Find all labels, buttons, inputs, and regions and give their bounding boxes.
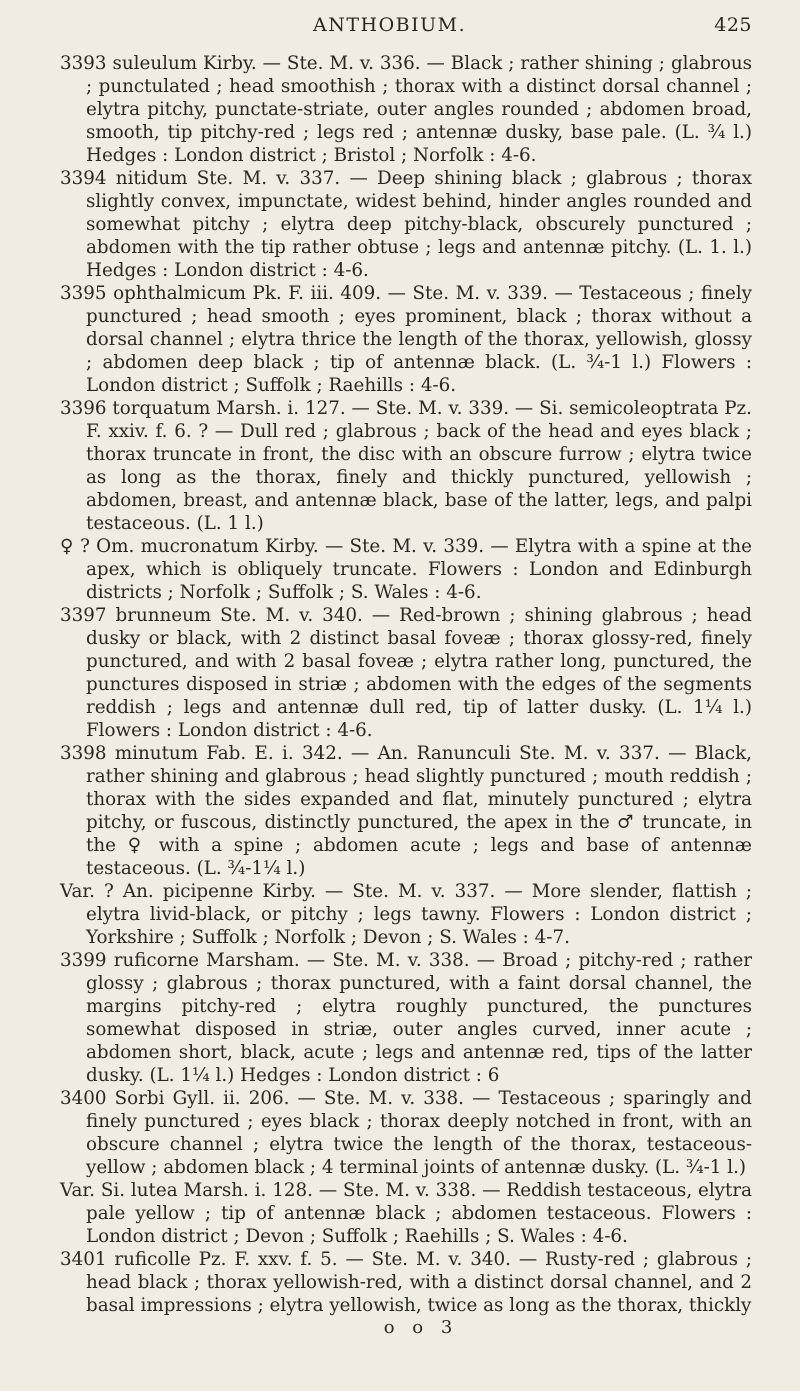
- entry-3393: 3393 suleulum Kirby. — Ste. M. v. 336. — Black ; rather shining ; glabrous ; punctulated ; head smoothish ; thorax with a distinct dorsal channel ; elytra pitchy, punctate-striate, outer angles rounded ; abdomen broad, smooth, tip pitchy-red ; legs red ; antennæ dusky, base pale. (L. ¾ l.) Hedges : London district ; Bristol ; Norfolk : 4-6.: [60, 53, 752, 166]
- entry-3397: 3397 brunneum Ste. M. v. 340. — Red-brown ; shining glabrous ; head dusky or black, with 2 distinct basal foveæ ; thorax glossy-red, finely punctured, and with 2 basal foveæ ; elytra rather long, punctured, the punctures disposed in striæ ; abdomen with the edges of the segments reddish ; legs and antennæ dull red, tip of latter dusky. (L. 1¼ l.) Flowers : London district : 4-6.: [60, 605, 752, 741]
- entry-3399: 3399 ruficorne Marsham. — Ste. M. v. 338. — Broad ; pitchy-red ; rather glossy ; glabrous ; thorax punctured, with a faint dorsal channel, the margins pitchy-red ; elytra roughly punctured, the punctures somewhat disposed in striæ, outer angles curved, inner acute ; abdomen short, black, acute ; legs and antennæ red, tips of the latter dusky. (L. 1¼ l.) Hedges : London district : 6: [60, 950, 752, 1086]
- species-entries: [60, 52, 752, 1317]
- page-number: 425: [714, 14, 752, 36]
- page-header: [60, 14, 752, 38]
- entry-3401: 3401 ruficolle Pz. F. xxv. f. 5. — Ste. M. v. 340. — Rusty-red ; glabrous ; head black ; thorax yellowish-red, with a distinct dorsal channel, and 2 basal impressions ; elytra yellowish, twice as long as the thorax, thickly: [60, 1249, 752, 1316]
- entry-3400: 3400 Sorbi Gyll. ii. 206. — Ste. M. v. 338. — Testaceous ; sparingly and finely punctured ; eyes black ; thorax deeply notched in front, with an obscure channel ; elytra twice the length of the thorax, testaceous-yellow ; abdomen black ; 4 terminal joints of antennæ dusky. (L. ¾-1 l.): [60, 1088, 752, 1178]
- entry-3396: 3396 torquatum Marsh. i. 127. — Ste. M. v. 339. — Si. semicoleoptrata Pz. F. xxiv. f. 6. ? — Dull red ; glabrous ; back of the head and eyes black ; thorax truncate in front, the disc with an obscure furrow ; elytra twice as long as the thorax, finely and thickly punctured, yellowish ; abdomen, breast, and antennæ black, base of the latter, legs, and palpi testaceous. (L. 1 l.): [60, 398, 752, 534]
- running-title: ANTHOBIUM.: [313, 14, 467, 36]
- entry-3394: 3394 nitidum Ste. M. v. 337. — Deep shining black ; glabrous ; thorax slightly convex, impunctate, widest behind, hinder angles rounded and somewhat pitchy ; elytra deep pitchy-black, obscurely punctured ; abdomen with the tip rather obtuse ; legs and antennæ pitchy. (L. 1. l.) Hedges : London district : 4-6.: [60, 168, 752, 281]
- entry-3395: 3395 ophthalmicum Pk. F. iii. 409. — Ste. M. v. 339. — Testaceous ; finely punctured ; head smooth ; eyes prominent, black ; thorax without a dorsal channel ; elytra thrice the length of the thorax, yellowish, glossy ; abdomen deep black ; tip of antennæ black. (L. ¾-1 l.) Flowers : London district ; Suffolk ; Raehills : 4-6.: [60, 283, 752, 396]
- entry-var-picipenne: Var. ? An. picipenne Kirby. — Ste. M. v. 337. — More slender, flattish ; elytra livid-black, or pitchy ; legs tawny. Flowers : London district ; Yorkshire ; Suffolk ; Norfolk ; Devon ; S. Wales : 4-7.: [60, 881, 752, 948]
- signature-mark: o o 3: [383, 1317, 459, 1338]
- entry-3398: 3398 minutum Fab. E. i. 342. — An. Ranunculi Ste. M. v. 337. — Black, rather shining and glabrous ; head slightly punctured ; mouth reddish ; thorax with the sides expanded and flat, minutely punctured ; elytra pitchy, or fuscous, distinctly punctured, the apex in the ♂ truncate, in the ♀ with a spine ; abdomen acute ; legs and base of antennæ testaceous. (L. ¾-1¼ l.): [60, 743, 752, 879]
- entry-var-lutea: Var. Si. lutea Marsh. i. 128. — Ste. M. v. 338. — Reddish testaceous, elytra pale yellow ; tip of antennæ black ; abdomen testaceous. Flowers : London district ; Devon ; Suffolk ; Raehills ; S. Wales : 4-6.: [60, 1180, 752, 1247]
- entry-mucronatum: ♀ ? Om. mucronatum Kirby. — Ste. M. v. 339. — Elytra with a spine at the apex, which is obliquely truncate. Flowers : London and Edinburgh districts ; Norfolk ; Suffolk ; S. Wales : 4-6.: [60, 536, 752, 603]
